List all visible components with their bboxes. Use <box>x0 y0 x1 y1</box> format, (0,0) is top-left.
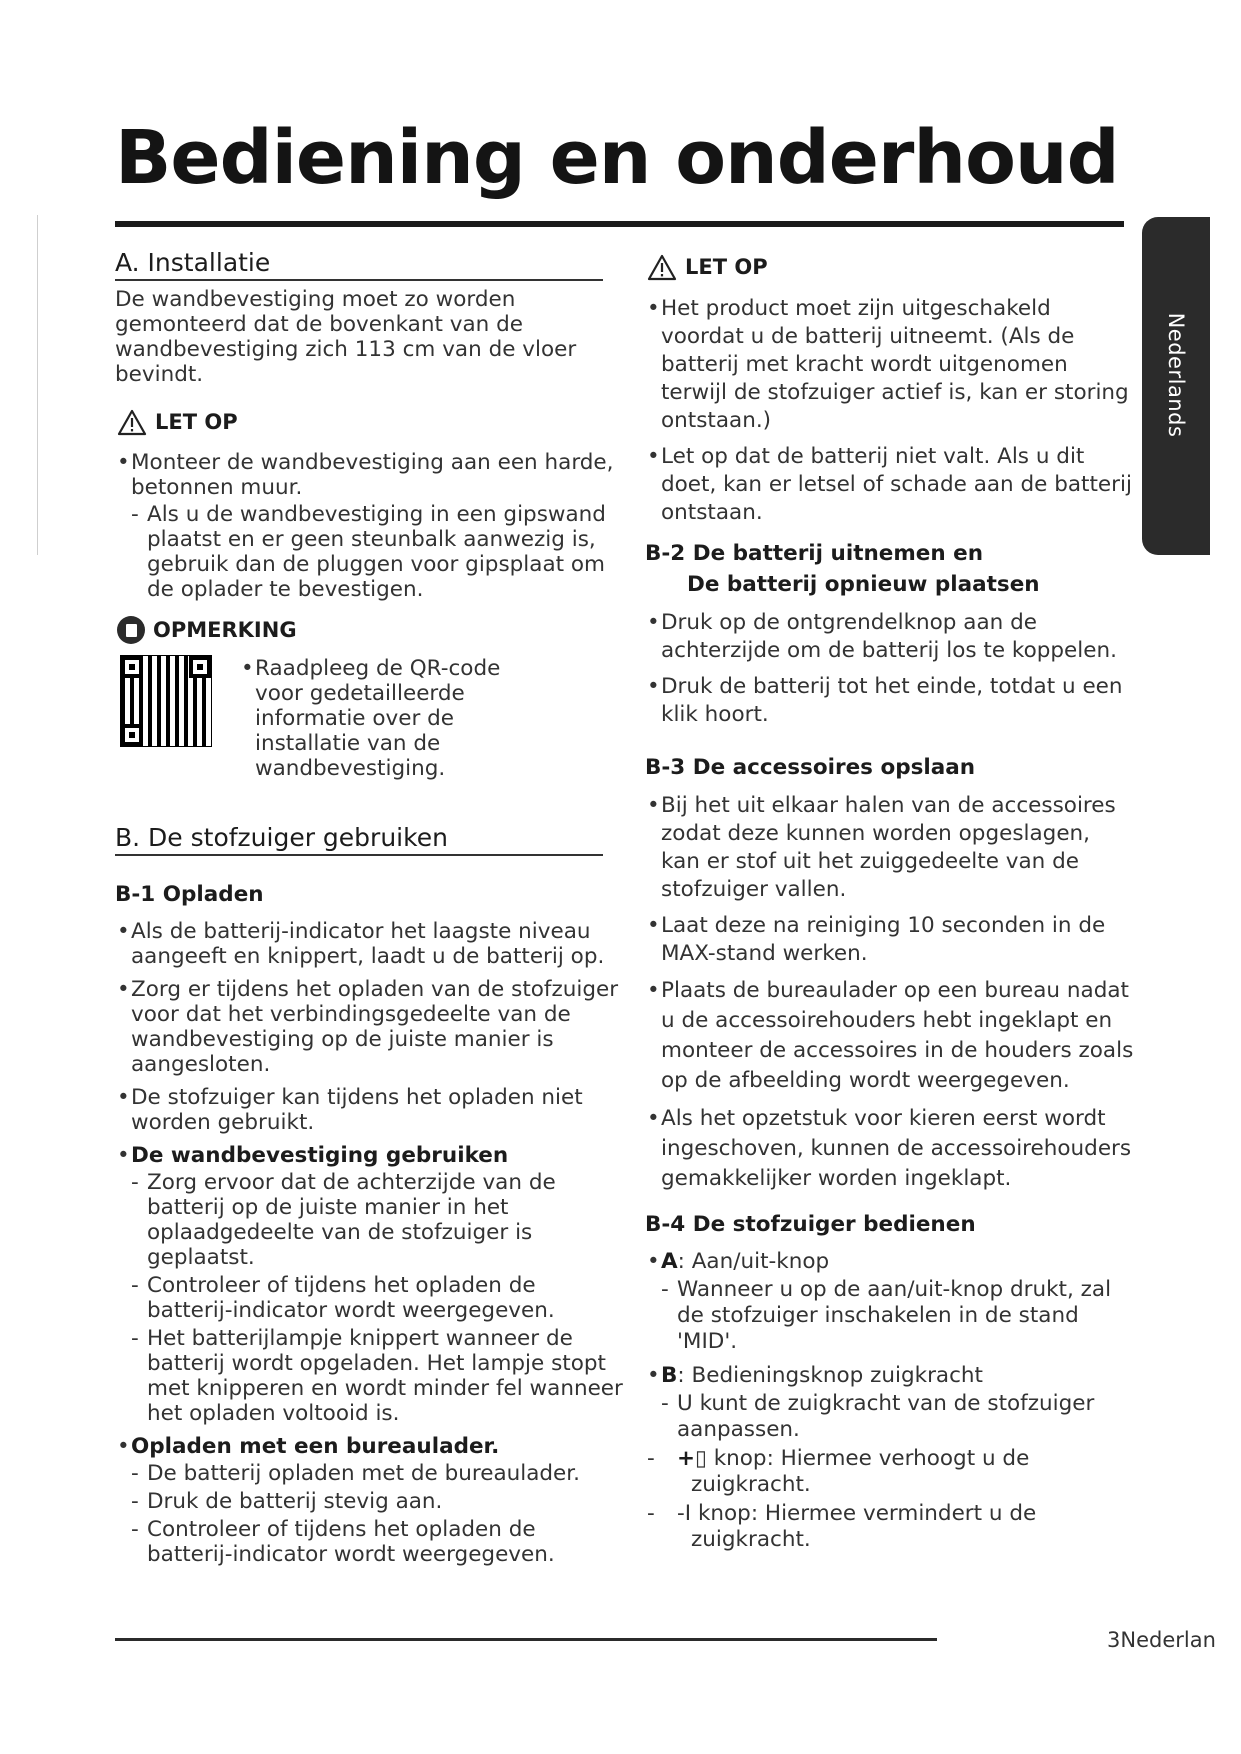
note-icon <box>117 616 145 644</box>
key-b-text: : Bedieningsknop zuigkracht <box>677 1363 983 1388</box>
b3-heading: B-3 De accessoires opslaan <box>645 755 976 780</box>
plus-text: knop: Hiermee verhoogt u de zuigkracht. <box>691 1446 1030 1497</box>
list-item: - Als u de wandbevestiging in een gipswand plaatst en er geen steunbalk aanwezig is, gebruik dan de pluggen voor gipsplaat om de oplader te bevestigen. <box>131 502 623 602</box>
title-rule <box>115 221 1124 227</box>
note-label: OPMERKING <box>153 617 297 642</box>
list-item: - De batterij opladen met de bureaulader. <box>131 1461 623 1486</box>
caution-label: LET OP <box>155 410 238 434</box>
warning-icon <box>117 409 147 436</box>
language-tab <box>1142 217 1210 555</box>
list-item: - Zorg ervoor dat de achterzijde van de batterij op de juiste manier in het oplaadgedeelte van de stofzuiger is geplaatst. <box>131 1170 623 1270</box>
list-item: - -Ⅰ knop: Hiermee vermindert u de zuigkracht. <box>661 1501 1135 1553</box>
footer-rule <box>115 1638 937 1641</box>
list-item: • Let op dat de batterij niet valt. Als u dit doet, kan er letsel of schade aan de batterij ontstaan. <box>645 443 1135 527</box>
list-item <box>115 450 623 602</box>
language-tab-label: Nederlands <box>1164 312 1188 438</box>
b2-heading-line1: B-2 De batterij uitnemen en <box>645 541 984 566</box>
list-item: • Laat deze na reiniging 10 seconden in de MAX-stand werken. <box>645 912 1135 968</box>
margin-line <box>37 215 38 555</box>
left-column <box>115 250 623 1575</box>
section-a-heading: A. Installatie <box>115 250 603 281</box>
list-item: - Druk de batterij stevig aan. <box>131 1489 623 1514</box>
section-a-intro: De wandbevestiging moet zo worden gemonteerd dat de bovenkant van de wandbevestiging zich 113 cm van de vloer bevindt. <box>115 287 577 387</box>
list-item: • Druk op de ontgrendelknop aan de achterzijde om de batterij los te koppelen. <box>645 609 1135 665</box>
b1-list <box>115 919 623 1567</box>
b4-heading: B-4 De stofzuiger bedienen <box>645 1212 976 1237</box>
list-item: • Plaats de bureaulader op een bureau nadat u de accessoirehouders hebt ingeklapt en monteer de accessoires in de houders zoals op de afbeelding wordt weergegeven. <box>645 976 1135 1096</box>
list-item: - Wanneer u op de aan/uit-knop drukt, zal de stofzuiger inschakelen in de stand 'MID'. <box>661 1277 1135 1355</box>
key-a-label: A <box>661 1249 678 1274</box>
key-a-text: : Aan/uit-knop <box>677 1249 830 1274</box>
right-column <box>645 250 1135 1561</box>
list-item: • Het product moet zijn uitgeschakeld voordat u de batterij uitneemt. (Als de batterij met kracht wordt uitgenomen terwijl de stofzuiger actief is, kan er storing ontstaan.) <box>645 295 1135 435</box>
list-item: - Controleer of tijdens het opladen de batterij-indicator wordt weergegeven. <box>131 1273 623 1323</box>
b2-heading-line2: De batterij opnieuw plaatsen <box>687 572 1040 597</box>
caution-block <box>117 409 623 436</box>
list-item: - Het batterijlampje knippert wanneer de batterij wordt opgeladen. Het lampje stopt met knipperen en wordt minder fel wanneer het opladen voltooid is. <box>131 1326 623 1426</box>
minus-text: knop: Hiermee vermindert u de zuigkracht. <box>691 1501 1037 1552</box>
list-item: - +▯ knop: Hiermee verhoogt u de zuigkracht. <box>661 1446 1135 1498</box>
list-item: • Druk de batterij tot het einde, totdat u een klik hoort. <box>645 673 1135 729</box>
list-item: • Zorg er tijdens het opladen van de stofzuiger voor dat het verbindingsgedeelte van de wandbevestiging op de juiste manier is aangesloten. <box>115 977 623 1077</box>
qr-code-icon[interactable] <box>121 656 211 746</box>
list-item: • De stofzuiger kan tijdens het opladen niet worden gebruikt. <box>115 1085 623 1135</box>
section-b-heading: B. De stofzuiger gebruiken <box>115 825 603 856</box>
list-item: • Bij het uit elkaar halen van de accessoires zodat deze kunnen worden opgeslagen, kan er stof uit het zuiggedeelte van de stofzuiger vallen. <box>645 792 1135 904</box>
page-number: 3Nederlan <box>1107 1628 1216 1652</box>
list-item: - U kunt de zuigkracht van de stofzuiger aanpassen. <box>661 1391 1135 1443</box>
list-item: - Controleer of tijdens het opladen de batterij-indicator wordt weergegeven. <box>131 1517 623 1567</box>
plus-icon: + <box>677 1446 696 1471</box>
desk-charger-heading: Opladen met een bureaulader. <box>131 1434 500 1459</box>
caution-block <box>647 254 1135 281</box>
list-item: • Als de batterij-indicator het laagste niveau aangeeft en knippert, laadt u de batterij op. <box>115 919 623 969</box>
wall-mount-heading: De wandbevestiging gebruiken <box>131 1143 509 1168</box>
list-item: • Als het opzetstuk voor kieren eerst wordt ingeschoven, kunnen de accessoirehouders gemakkelijker worden ingeklapt. <box>645 1104 1135 1194</box>
key-b-label: B <box>661 1363 678 1388</box>
note-row <box>115 656 623 789</box>
caution-bullet: Monteer de wandbevestiging aan een harde, betonnen muur. <box>131 450 614 500</box>
list-item <box>115 1143 623 1426</box>
list-item <box>115 1434 623 1567</box>
note-block <box>117 616 623 644</box>
minus-icon: - <box>677 1501 685 1526</box>
caution-label: LET OP <box>685 255 768 279</box>
b2-heading <box>645 541 1135 597</box>
b1-heading: B-1 Opladen <box>115 882 264 907</box>
list-item <box>645 1249 1135 1355</box>
warning-icon <box>647 254 677 281</box>
note-text: • Raadpleeg de QR-code voor gedetailleerde informatie over de installatie van de wandbevestiging. <box>239 656 539 781</box>
list-item <box>645 1363 1135 1553</box>
page-title: Bediening en onderhoud <box>115 115 1119 201</box>
